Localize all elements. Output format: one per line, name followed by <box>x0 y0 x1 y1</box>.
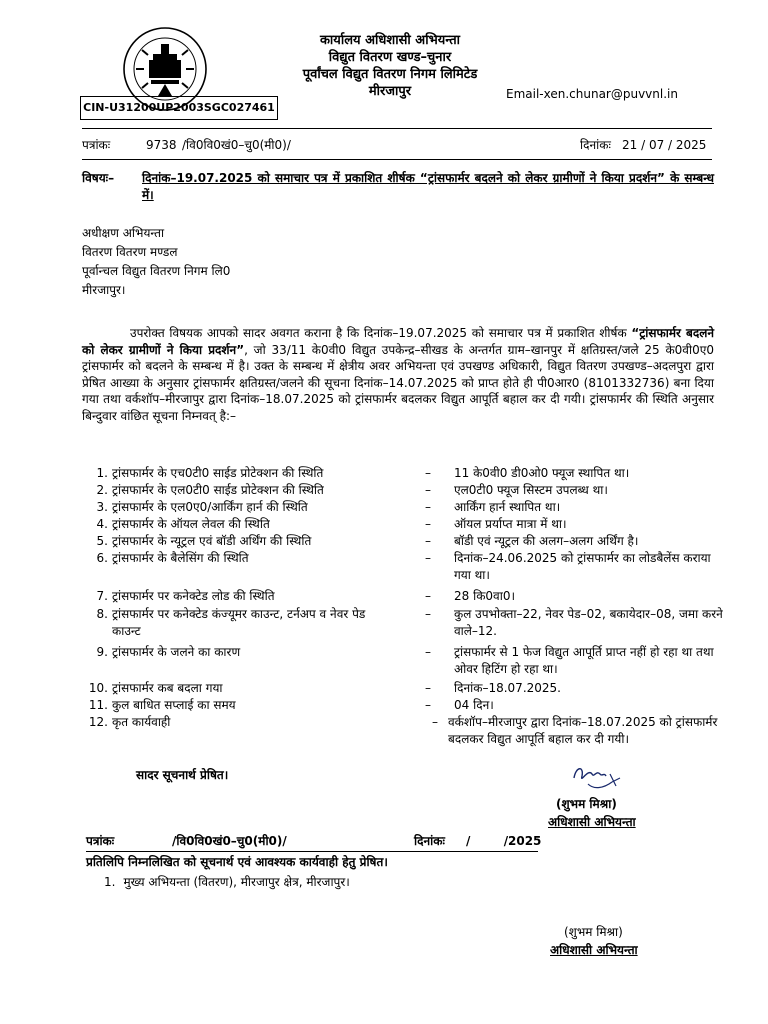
city-name: मीरजापुर <box>368 84 412 99</box>
email-address[interactable]: Email-xen.chunar@puvvnl.in <box>506 87 678 101</box>
body-paragraph <box>82 325 714 424</box>
addressee-line: अधीक्षण अभियन्ता <box>82 226 165 240</box>
division-name: विद्युत वितरण खण्ड–चुनार <box>328 50 452 65</box>
body-headline: “ट्रांसफार्मर बदलने को लेकर ग्रामीणों ने किया प्रदर्शन” <box>82 326 714 357</box>
addressee-line: पूर्वान्चल विद्युत वितरण निगम लि0 <box>82 264 231 278</box>
cin-number: CIN-U31200UP2003SGC027461 <box>80 96 278 120</box>
copy-date-label: दिनांकः <box>414 834 445 848</box>
copy-ref-code: /वि0वि0खं0–चु0(मी0)/ <box>172 834 287 848</box>
subject-text: दिनांक–19.07.2025 को समाचार पत्र में प्रकाशित शीर्षक “ट्रांसफार्मर बदलने को लेकर ग्रामीणों ने किया प्रदर्शन” के सम्बन्ध में। <box>142 171 714 202</box>
addressee-line: वितरण वितरण मण्डल <box>82 245 178 259</box>
ref-label: पत्रांकः <box>82 138 111 152</box>
signature-image <box>568 760 628 796</box>
addressee-line: मीरजापुर। <box>82 283 126 297</box>
letter-date: 21 / 07 / 2025 <box>622 138 707 152</box>
office-name: कार्यालय अधिशासी अभियन्ता <box>319 33 461 48</box>
addressee-block <box>82 224 230 300</box>
copy-date: / / <box>466 834 509 848</box>
copy-ref-label: पत्रांकः <box>86 834 115 848</box>
copy-reference-line <box>86 833 716 851</box>
signatory-title: अधिशासी अभियन्ता <box>548 815 636 829</box>
copy-recipient: 1. मुख्य अभियन्ता (वितरण), मीरजापुर क्षेत्र, मीरजापुर। <box>104 875 350 889</box>
closing-text: सादर सूचनार्थ प्रेषित। <box>136 768 229 782</box>
company-name: पूर्वांचल विद्युत वितरण निगम लिमिटेड <box>302 67 478 82</box>
body-lead: उपरोक्त विषयक आपको सादर अवगत कराना है कि दिनांक–19.07.2025 को समाचार पत्र में प्रकाशित शीर्षक <box>130 326 627 340</box>
subject-label: विषयः– <box>82 171 115 185</box>
body-rest: , जो 33/11 के0वी0 विद्युत उपकेन्द्र–सीखड के अन्तर्गत ग्राम–खानपुर में क्षतिग्रस्त/जले 25 के0वी0ए0 ट्रांसफार्मर को बदलने के सम्बन्ध में है। उक्त के सम्बन्ध में क्षेत्रीय अवर अभियन्ता एवं उपखण्ड अधिकारी, विद्युत वितरण उपखण्ड–अदलपुरा द्वारा प्रेषित आख्या के अनुसार ट्रांसफार्मर क्षतिग्रस्त/जलने की सूचना दिनांक–14.07.2025 को प्राप्त होते ही पी0आर0 (8101332736) बना दिया गया तथा वर्कशॉप–मीरजापुर द्वारा दिनांक–18.07.2025 को ट्रांसफार्मर बदलकर विद्युत आपूर्ति बहाल कर दी गयी। ट्रांसफार्मर की स्थिति अनुसार बिन्दुवार वांछित सूचना निम्नवत् है:– <box>82 342 714 423</box>
copy-intro: प्रतिलिपि निम्नलिखित को सूचनार्थ एवं आवश्यक कार्यवाही हेतु प्रेषित। <box>86 855 388 869</box>
ref-number: 9738 <box>146 138 177 152</box>
copy-year: 2025 <box>508 834 542 848</box>
reference-line <box>82 137 712 155</box>
ref-code: /वि0वि0खं0–चु0(मी0)/ <box>182 138 291 152</box>
signatory-name: (शुभम मिश्रा) <box>556 797 617 811</box>
copy-signatory-title: अधिशासी अभियन्ता <box>550 943 638 957</box>
copy-signatory-name: (शुभम मिश्रा) <box>564 925 623 939</box>
date-label: दिनांकः <box>580 138 611 152</box>
